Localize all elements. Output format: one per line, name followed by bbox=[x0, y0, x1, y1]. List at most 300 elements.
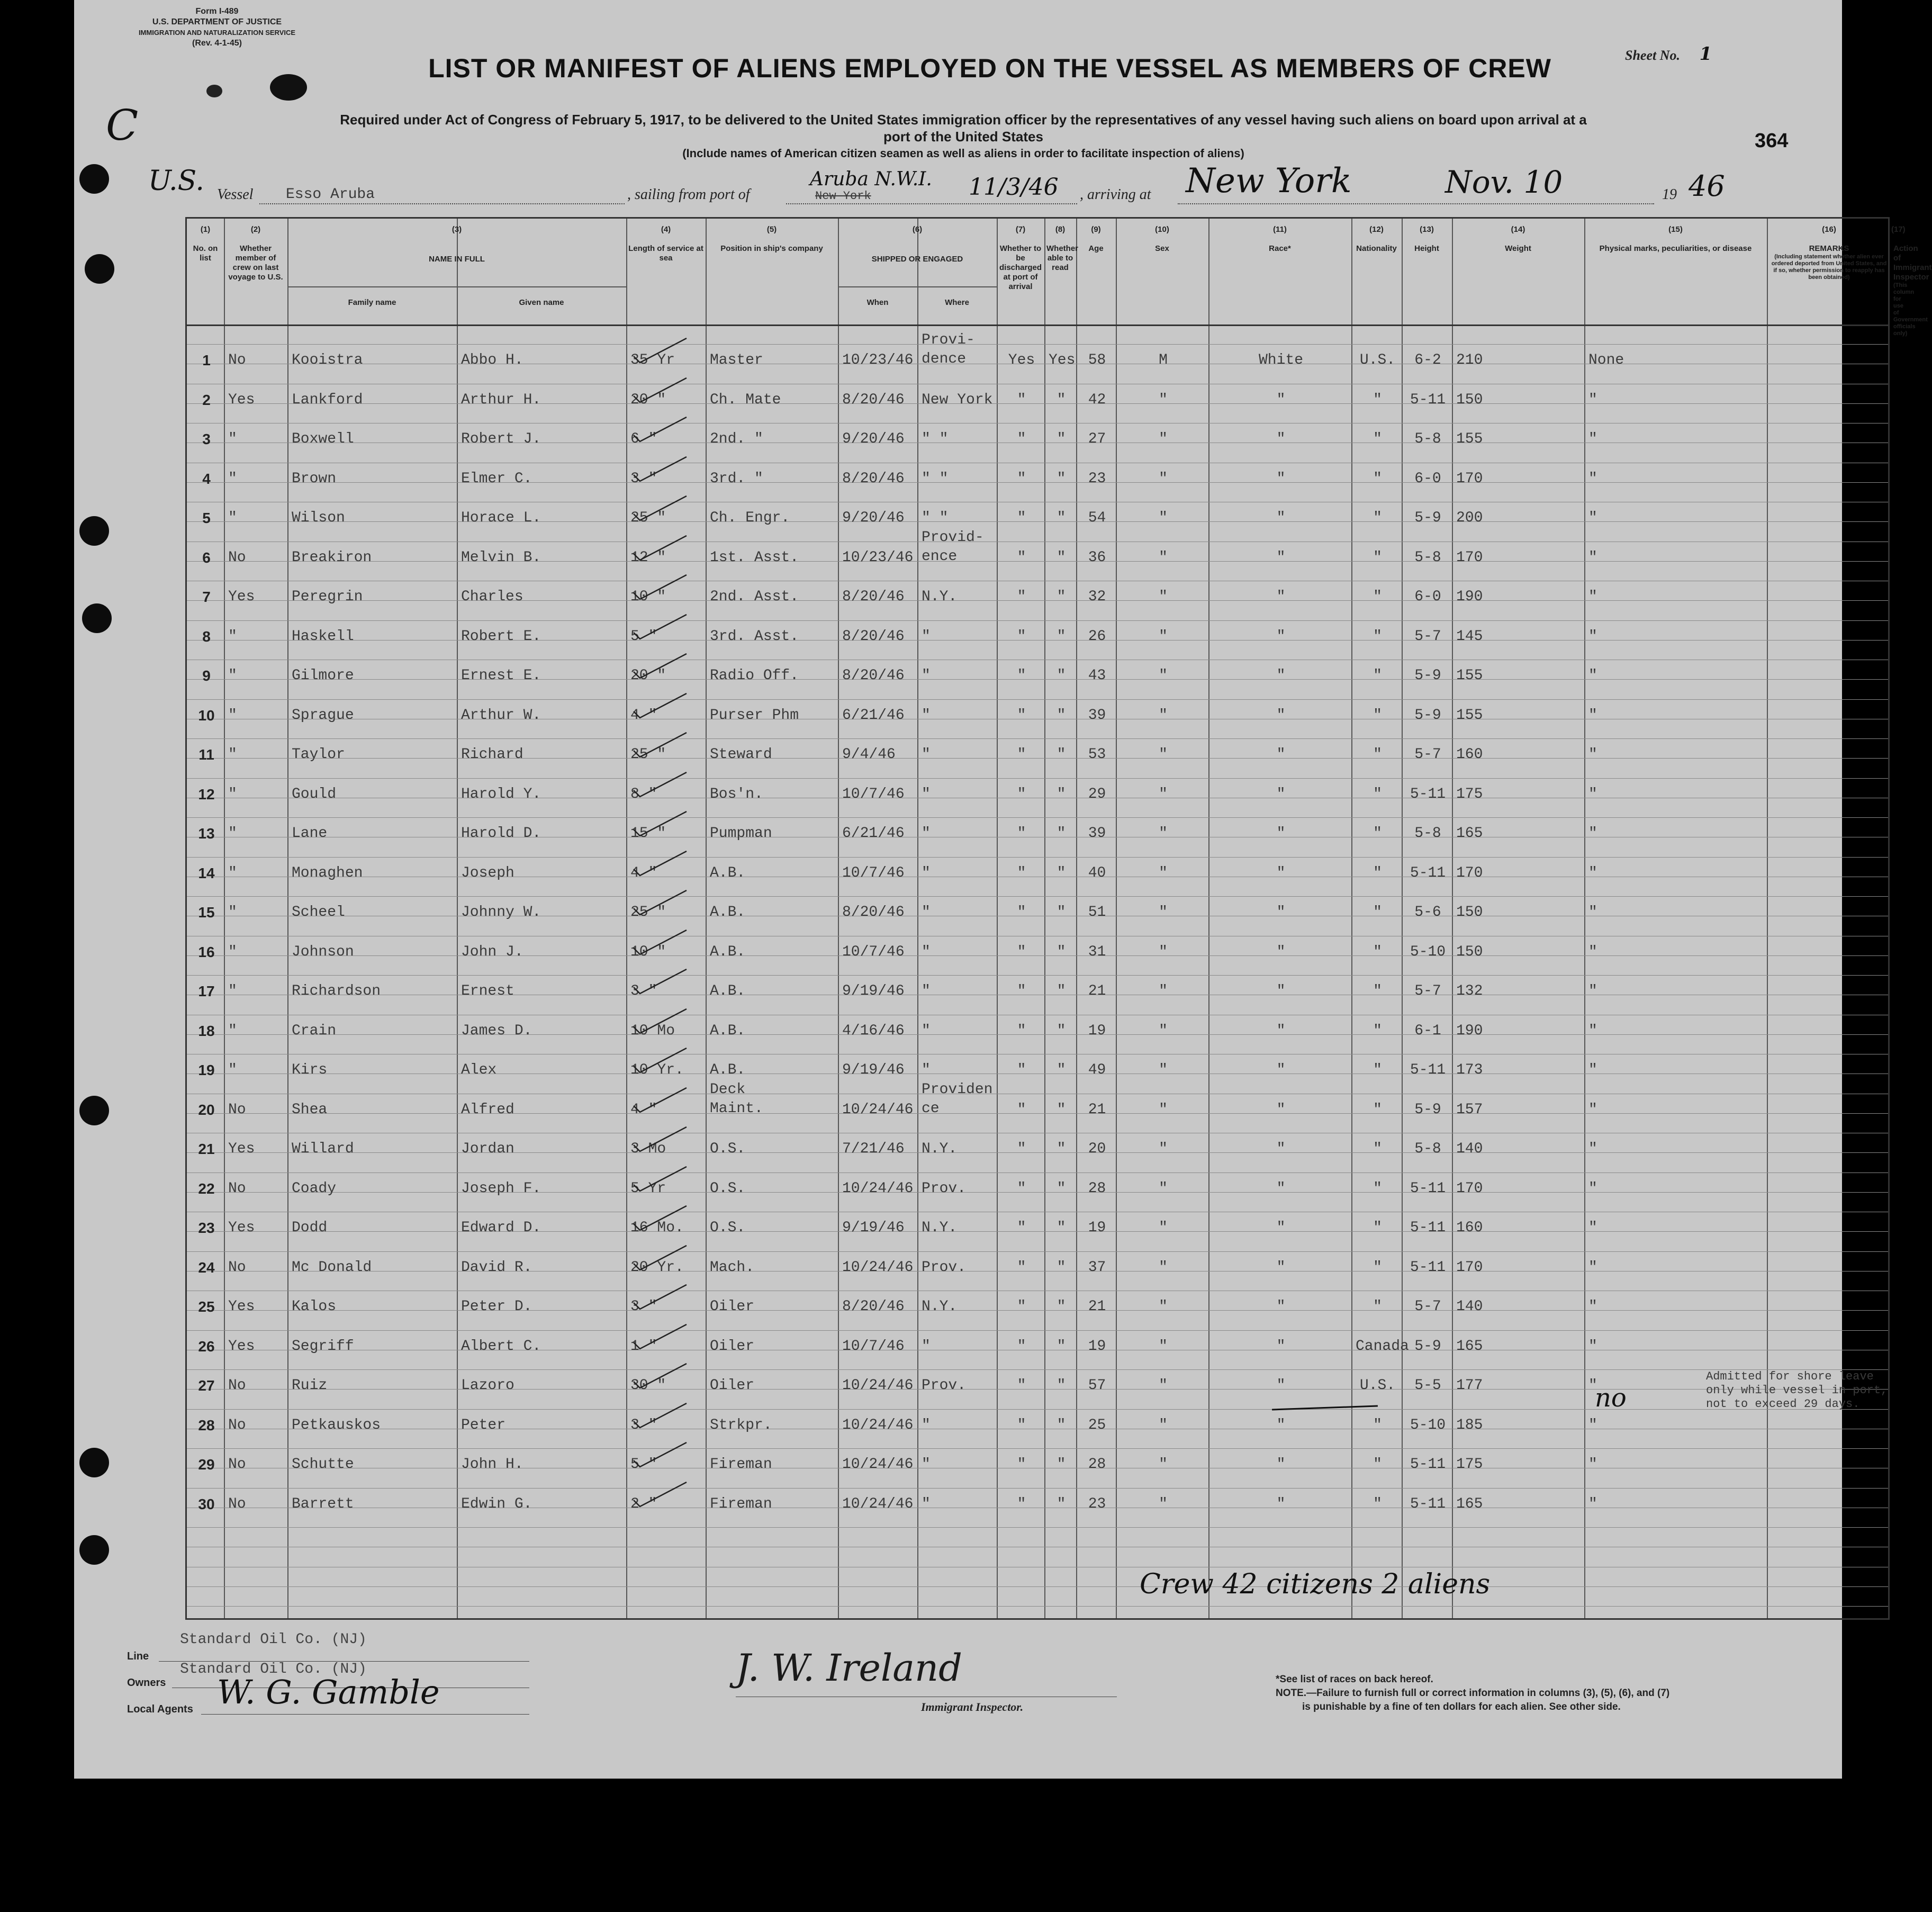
cell-height: 5-9 bbox=[1414, 510, 1441, 526]
cell-family: Kirs bbox=[292, 1062, 328, 1078]
cell-discharged: " bbox=[1017, 904, 1026, 921]
cell-read: " bbox=[1057, 1062, 1066, 1078]
binder-hole bbox=[79, 1096, 109, 1125]
cell-race: " bbox=[1276, 825, 1286, 842]
binder-hole bbox=[82, 603, 112, 633]
cell-n: 2 bbox=[202, 391, 211, 408]
cell-where: " bbox=[922, 825, 931, 842]
cell-position: A.B. bbox=[710, 904, 746, 921]
cell-last: Yes bbox=[228, 391, 255, 408]
cell-nationality: " bbox=[1373, 628, 1382, 645]
penalty-note-cont: is punishable by a fine of ten dollars for each alien. See other side. bbox=[1302, 1701, 1621, 1712]
cell-n: 20 bbox=[198, 1101, 215, 1118]
cell-nationality: Canada bbox=[1356, 1338, 1409, 1355]
cell-when: 6/21/46 bbox=[842, 825, 905, 842]
page-title: LIST OR MANIFEST OF ALIENS EMPLOYED ON THE VESSEL AS MEMBERS OF CREW bbox=[428, 53, 1551, 83]
cell-where: Provid- ence bbox=[922, 529, 984, 565]
cell-discharged: " bbox=[1017, 668, 1026, 684]
cell-marks: " bbox=[1588, 786, 1597, 802]
cell-nationality: " bbox=[1373, 589, 1382, 605]
cell-race: " bbox=[1276, 1338, 1286, 1355]
cell-n: 10 bbox=[198, 707, 215, 724]
cell-service: 3 " bbox=[630, 1298, 657, 1315]
cell-where: " bbox=[922, 983, 931, 999]
cell-age: 43 bbox=[1088, 668, 1106, 684]
cell-race: " bbox=[1276, 510, 1286, 526]
vessel-name: Esso Aruba bbox=[286, 186, 375, 203]
cell-service: 2 " bbox=[630, 1495, 657, 1512]
cell-weight: 165 bbox=[1456, 1338, 1483, 1355]
footer-notes bbox=[1276, 1673, 1669, 1714]
cell-n: 18 bbox=[198, 1022, 215, 1039]
cell-nationality: " bbox=[1373, 1062, 1382, 1078]
cell-service: 6 " bbox=[630, 431, 657, 447]
cell-position: 2nd. Asst. bbox=[710, 589, 799, 605]
cell-service: 15 " bbox=[630, 825, 666, 842]
cell-sex: " bbox=[1159, 983, 1168, 999]
races-note: *See list of races on back hereof. bbox=[1276, 1674, 1433, 1685]
cell-service: 8 " bbox=[630, 786, 657, 802]
cell-race: " bbox=[1276, 1220, 1286, 1236]
cell-nationality: " bbox=[1373, 707, 1382, 724]
cell-age: 23 bbox=[1088, 470, 1106, 487]
year-prefix: 19 bbox=[1662, 186, 1677, 203]
cell-read: " bbox=[1057, 943, 1066, 960]
arriving-label: , arriving at bbox=[1080, 186, 1151, 203]
cell-when: 10/23/46 bbox=[842, 549, 914, 566]
cell-sex: " bbox=[1159, 431, 1168, 447]
cell-age: 26 bbox=[1088, 628, 1106, 645]
cell-service: 3 " bbox=[630, 470, 657, 487]
cell-nationality: " bbox=[1373, 470, 1382, 487]
cell-n: 29 bbox=[198, 1456, 215, 1473]
cell-weight: 140 bbox=[1456, 1141, 1483, 1157]
cell-nationality: " bbox=[1373, 786, 1382, 802]
cell-race: " bbox=[1276, 746, 1286, 763]
table-row bbox=[187, 1081, 1888, 1140]
cell-n: 28 bbox=[198, 1417, 215, 1433]
cell-marks: " bbox=[1588, 1495, 1597, 1512]
cell-where: " bbox=[922, 864, 931, 881]
subtitle-line: Required under Act of Congress of February 5, 1917, to be delivered to the United States immigration officer by the representatives of any vessel having such aliens on board upon arrival at a bbox=[340, 112, 1587, 128]
cell-family: Crain bbox=[292, 1022, 337, 1039]
cell-nationality: " bbox=[1373, 668, 1382, 684]
inspector-label: Immigrant Inspector. bbox=[921, 1700, 1024, 1713]
cell-sex: " bbox=[1159, 943, 1168, 960]
cell-when: 10/23/46 bbox=[842, 352, 914, 368]
cell-race: " bbox=[1276, 1259, 1286, 1276]
cell-when: 8/20/46 bbox=[842, 391, 905, 408]
table-row bbox=[187, 1258, 1888, 1297]
cell-when: 10/7/46 bbox=[842, 786, 905, 802]
cell-height: 5-11 bbox=[1410, 391, 1446, 408]
cell-race: " bbox=[1276, 1101, 1286, 1118]
cell-when: 10/7/46 bbox=[842, 864, 905, 881]
table-row bbox=[187, 1495, 1888, 1534]
check-mark-icon bbox=[631, 572, 690, 603]
column-note: (This column for use of Government officials only) bbox=[1893, 282, 1928, 337]
cell-height: 5-11 bbox=[1410, 1062, 1446, 1078]
cell-where: Prov. bbox=[922, 1180, 967, 1197]
sheet-number bbox=[1625, 43, 1712, 65]
cell-given: Horace L. bbox=[461, 510, 541, 526]
cell-where: N.Y. bbox=[922, 1220, 958, 1236]
cell-family: Richardson bbox=[292, 983, 381, 999]
cell-read: " bbox=[1057, 1180, 1066, 1197]
cell-discharged: " bbox=[1017, 510, 1026, 526]
cell-given: Peter D. bbox=[461, 1298, 532, 1315]
cell-weight: 155 bbox=[1456, 707, 1483, 724]
cell-family: Lane bbox=[292, 825, 328, 842]
cell-when: 8/20/46 bbox=[842, 470, 905, 487]
cell-weight: 150 bbox=[1456, 904, 1483, 921]
cell-age: 21 bbox=[1088, 1298, 1106, 1315]
cell-age: 36 bbox=[1088, 549, 1106, 566]
cell-when: 9/19/46 bbox=[842, 983, 905, 999]
cell-n: 21 bbox=[198, 1141, 215, 1157]
cell-weight: 185 bbox=[1456, 1417, 1483, 1433]
cell-height: 5-11 bbox=[1410, 1456, 1446, 1473]
cell-age: 19 bbox=[1088, 1220, 1106, 1236]
table-row bbox=[187, 509, 1888, 548]
cell-given: Melvin B. bbox=[461, 549, 541, 566]
cell-height: 5-9 bbox=[1414, 668, 1441, 684]
check-mark-icon bbox=[631, 335, 690, 367]
column-header bbox=[706, 225, 838, 254]
cell-position: Oiler bbox=[710, 1338, 755, 1355]
column-number: (16) bbox=[1822, 225, 1836, 234]
check-mark-icon bbox=[631, 808, 690, 840]
cell-read: " bbox=[1057, 864, 1066, 881]
cell-position: Oiler bbox=[710, 1377, 755, 1394]
cell-family: Taylor bbox=[292, 746, 345, 763]
cell-discharged: " bbox=[1017, 1377, 1026, 1394]
cell-discharged: " bbox=[1017, 1417, 1026, 1433]
cell-n: 23 bbox=[198, 1220, 215, 1236]
cell-height: 5-8 bbox=[1414, 431, 1441, 447]
column-subheader: Where bbox=[945, 298, 969, 307]
cell-family: Petkauskos bbox=[292, 1417, 381, 1433]
cell-race: " bbox=[1276, 1141, 1286, 1157]
cell-sex: " bbox=[1159, 470, 1168, 487]
cell-n: 13 bbox=[198, 825, 215, 842]
cell-height: 5-9 bbox=[1414, 1338, 1441, 1355]
check-mark-icon bbox=[631, 611, 690, 643]
table-row bbox=[187, 864, 1888, 903]
cell-nationality: " bbox=[1373, 864, 1382, 881]
cell-sex: " bbox=[1159, 1338, 1168, 1355]
column-subheader: Given name bbox=[519, 298, 564, 307]
cell-age: 31 bbox=[1088, 943, 1106, 960]
table-row bbox=[187, 1179, 1888, 1219]
cell-where: " " bbox=[922, 431, 949, 447]
column-number: (10) bbox=[1155, 225, 1169, 234]
cell-discharged: " bbox=[1017, 746, 1026, 763]
cell-discharged: " bbox=[1017, 943, 1026, 960]
cell-weight: 160 bbox=[1456, 1220, 1483, 1236]
cell-given: Peter bbox=[461, 1417, 506, 1433]
cell-given: Robert E. bbox=[461, 628, 541, 645]
cell-discharged: " bbox=[1017, 864, 1026, 881]
cell-race: " bbox=[1276, 943, 1286, 960]
cell-where: " bbox=[922, 707, 931, 724]
cell-nationality: " bbox=[1373, 1101, 1382, 1118]
column-number: (11) bbox=[1273, 225, 1287, 234]
agents-label: Local Agents bbox=[127, 1703, 193, 1715]
cell-sex: " bbox=[1159, 1022, 1168, 1039]
cell-weight: 170 bbox=[1456, 549, 1483, 566]
cell-given: Abbo H. bbox=[461, 352, 523, 368]
cell-service: 10 " bbox=[630, 943, 666, 960]
cell-read: " bbox=[1057, 1338, 1066, 1355]
cell-when: 9/19/46 bbox=[842, 1062, 905, 1078]
cell-service: 30 " bbox=[630, 1377, 666, 1394]
column-label: Whether able to read bbox=[1046, 244, 1078, 272]
cell-discharged: " bbox=[1017, 1022, 1026, 1039]
service: IMMIGRATION AND NATURALIZATION SERVICE bbox=[138, 29, 296, 37]
sailing-underline bbox=[786, 203, 1077, 204]
cell-weight: 140 bbox=[1456, 1298, 1483, 1315]
cell-marks: " bbox=[1588, 825, 1597, 842]
sailing-port: Aruba N.W.I. bbox=[810, 168, 932, 190]
column-subheader: When bbox=[866, 298, 889, 307]
cell-n: 5 bbox=[202, 510, 211, 526]
subheader-rule bbox=[838, 286, 997, 287]
cell-given: Richard bbox=[461, 746, 523, 763]
column-header bbox=[1351, 225, 1402, 254]
cell-read: " bbox=[1057, 1259, 1066, 1276]
subtitle bbox=[143, 111, 1784, 162]
cell-n: 9 bbox=[202, 668, 211, 684]
cell-marks: " bbox=[1588, 1141, 1597, 1157]
cell-race: " bbox=[1276, 1377, 1286, 1394]
cell-service: 20 " bbox=[630, 668, 666, 684]
cell-age: 28 bbox=[1088, 1180, 1106, 1197]
cell-age: 28 bbox=[1088, 1456, 1106, 1473]
sheet-value: 1 bbox=[1699, 43, 1712, 65]
cell-given: Lazoro bbox=[461, 1377, 514, 1394]
cell-marks: " bbox=[1588, 904, 1597, 921]
column-header bbox=[287, 225, 626, 264]
cell-marks: " bbox=[1588, 628, 1597, 645]
cell-position: O.S. bbox=[710, 1220, 746, 1236]
column-label: Position in ship's company bbox=[720, 244, 823, 253]
cell-weight: 150 bbox=[1456, 943, 1483, 960]
column-label: Age bbox=[1088, 244, 1104, 253]
column-header bbox=[1208, 225, 1351, 254]
check-mark-icon bbox=[631, 887, 690, 919]
cell-height: 5-9 bbox=[1414, 1101, 1441, 1118]
cell-sex: " bbox=[1159, 904, 1168, 921]
cell-weight: 170 bbox=[1456, 470, 1483, 487]
cell-position: O.S. bbox=[710, 1180, 746, 1197]
cell-discharged: " bbox=[1017, 1259, 1026, 1276]
cell-nationality: U.S. bbox=[1359, 352, 1396, 368]
cell-last: No bbox=[228, 1101, 246, 1118]
cell-given: Charles bbox=[461, 589, 523, 605]
cell-age: 49 bbox=[1088, 1062, 1106, 1078]
cell-service: 10 Yr. bbox=[630, 1062, 684, 1078]
cell-read: Yes bbox=[1049, 352, 1076, 368]
cell-last: Yes bbox=[228, 1141, 255, 1157]
cell-service: 3 Mo bbox=[630, 1141, 666, 1157]
crew-table: (1) No. on list (2) Whether member of crew on last voyage to U.S. (3) NAME IN FULL Family name Given name (4) Length of service at sea (5) Position in ship's company (6) SHIPPED OR ENGAGED When Where (7) Whether to be discharged at port of arrival (8) Whether able to read (9) Age (10) Sex (11) Race* (12) Nationality (13) Height (14) Weight (15) Physical marks, peculiarities, or disease (16) REMARKS (Including statement whether alien ever ordered deported from United States, and if so, whether permission to reapply has been obtained) (17) Action of Immigrant Inspector (This column for use of Government officials only) 1 No Kooistra Abbo H. 35 Yr Master 10/23/46 Provi- dence Yes Yes 58 M White U.S. 6-2 210 None 2 Yes Lankford Arthur H. 20 " Ch. Mate 8/20/46 New York " " 42 " " " 5-11 150 " 3 " Boxwell Robert J. 6 " 2nd. " 9/20/46 " " " " 27 " " " 5-8 155 " 4 " Brown Elmer C. 3 " 3rd. " 8/20/46 " " " " 23 " " " 6-0 170 " 5 " Wilson Horace L. 25 " Ch. Engr. 9/20/46 " " " " 54 " " " 5-9 200 " 6 No Breakiron Melvin B. 12 " 1st. Asst. 10/23/46 Provid- ence " " 36 " " " 5-8 170 " 7 Yes Peregrin Charles 10 " 2nd. Asst. 8/20/46 N.Y. " " 32 " " " 6-0 190 " 8 " Haskell Robert E. 5 " 3rd. Asst. 8/20/46 " " " 26 " " " 5-7 145 " 9 " Gilmore Ernest E. 20 " Radio Off. 8/20/46 " " " 43 " " " 5-9 155 " 10 " Sprague Arthur W. 4 " Purser Phm 6/21/46 " " " 39 " " " 5-9 155 " 11 " Taylor Richard 25 " Steward 9/4/46 " " " 53 " " " 5-7 160 " 12 " Gould Harold Y. 8 " Bos'n. 10/7/46 " " " 29 " " " 5-11 175 " 13 " Lane Harold D. 15 " Pumpman 6/21/46 " " " 39 " " " 5-8 165 " 14 " Monaghen Joseph 4 " A.B. 10/7/46 " " " 40 " " " 5-11 170 " 15 " Scheel Johnny W. 25 " A.B. 8/20/46 " " " 51 " " " 5-6 150 " 16 " Johnson John J. 10 " A.B. 10/7/46 " " " 31 " " " 5-10 150 " 17 " Richardson Ernest 3 " A.B. 9/19/46 " " " 21 " " " 5-7 132 " 18 " Crain James D. 10 Mo A.B. 4/16/46 " " " 19 " " " 6-1 190 " 19 " Kirs Alex 10 Yr. A.B. 9/19/46 " " " 49 " " " 5-11 173 " 20 No Shea Alfred 4 " Deck Maint. 10/24/46 Providen ce " " 21 " " " 5-9 157 " 21 Yes Willard Jordan 3 Mo O.S. 7/21/46 N.Y. " " 20 " " " 5-8 140 " 22 No Coady Joseph F. 5 Yr O.S. 10/24/46 Prov. " " 28 " " " 5-11 170 " 23 Yes Dodd Edward D. 16 Mo. O.S. 9/19/46 N.Y. " " 19 " " " 5-11 160 " 24 No Mc Donald David R. 20 Yr. Mach. 10/24/46 Prov. " " 37 " " " 5-11 170 " 25 Yes Kalos Peter D. 3 " Oiler 8/20/46 N.Y. " " 21 " " " 5-7 140 " 26 Yes Segriff Albert C. 1 " Oiler 10/7/46 " " " 19 " " Canada 5-9 165 " 27 No Ruiz Lazoro 30 " Oiler 10/24/46 Prov. " " 57 " " U.S. 5-5 177 " 28 No Petkauskos Peter 3 " Strkpr. 10/24/46 " " " 25 " " " 5-10 185 " 29 No Schutte John H. 5 " Fireman 10/24/46 " " " 28 " " " 5-11 175 " 30 No Barrett Edwin G. 2 " Fireman 10/24/46 " " " 23 " " " 5-11 165 " Admitted for shore leave only while vessel in port, not to exceed 29 days. no Crew 42 citizens 2 aliens bbox=[185, 217, 1890, 1620]
cell-nationality: " bbox=[1373, 1022, 1382, 1039]
cell-age: 58 bbox=[1088, 352, 1106, 368]
cell-nationality: " bbox=[1373, 1495, 1382, 1512]
cell-read: " bbox=[1057, 983, 1066, 999]
cell-race: " bbox=[1276, 549, 1286, 566]
cell-age: 20 bbox=[1088, 1141, 1106, 1157]
cell-n: 30 bbox=[198, 1495, 215, 1512]
cell-position: 1st. Asst. bbox=[710, 549, 799, 566]
subtitle-note: (Include names of American citizen seamen as well as aliens in order to facilitate inspection of aliens) bbox=[682, 147, 1244, 160]
cell-sex: " bbox=[1159, 1495, 1168, 1512]
cell-last: No bbox=[228, 1495, 246, 1512]
cell-last: No bbox=[228, 352, 246, 368]
column-label: NAME IN FULL bbox=[429, 255, 485, 264]
check-mark-icon bbox=[631, 1124, 690, 1156]
cell-n: 6 bbox=[202, 549, 211, 566]
cell-sex: " bbox=[1159, 1377, 1168, 1394]
cell-family: Schutte bbox=[292, 1456, 354, 1473]
column-label: Length of service at sea bbox=[628, 244, 703, 263]
check-mark-icon bbox=[631, 1282, 690, 1313]
cell-race: " bbox=[1276, 983, 1286, 999]
cell-last: Yes bbox=[228, 589, 255, 605]
cell-last: " bbox=[228, 1022, 237, 1039]
cell-given: Ernest bbox=[461, 983, 514, 999]
column-subheader: Family name bbox=[348, 298, 396, 307]
cell-given: Joseph F. bbox=[461, 1180, 541, 1197]
cell-where: N.Y. bbox=[922, 1141, 958, 1157]
cell-given: Edwin G. bbox=[461, 1495, 532, 1512]
cell-height: 5-7 bbox=[1414, 628, 1441, 645]
cell-read: " bbox=[1057, 1495, 1066, 1512]
cell-marks: " bbox=[1588, 1022, 1597, 1039]
agents-underline bbox=[201, 1714, 529, 1715]
cell-race: " bbox=[1276, 1022, 1286, 1039]
cell-given: Ernest E. bbox=[461, 668, 541, 684]
sailing-date: 11/3/46 bbox=[969, 174, 1059, 201]
cell-read: " bbox=[1057, 510, 1066, 526]
cell-service: 4 " bbox=[630, 1101, 657, 1118]
vessel-prefix: U.S. bbox=[148, 165, 204, 197]
cell-service: 3 " bbox=[630, 983, 657, 999]
cell-last: Yes bbox=[228, 1338, 255, 1355]
cell-position: A.B. bbox=[710, 1022, 746, 1039]
cell-read: " bbox=[1057, 1022, 1066, 1039]
cell-position: A.B. bbox=[710, 943, 746, 960]
cell-weight: 200 bbox=[1456, 510, 1483, 526]
cell-read: " bbox=[1057, 825, 1066, 842]
cell-sex: " bbox=[1159, 391, 1168, 408]
cell-marks: " bbox=[1588, 1220, 1597, 1236]
cell-read: " bbox=[1057, 391, 1066, 408]
cell-given: Albert C. bbox=[461, 1338, 541, 1355]
cell-nationality: " bbox=[1373, 1298, 1382, 1315]
column-number: (5) bbox=[766, 225, 777, 234]
header-rule bbox=[187, 324, 1888, 326]
cell-weight: 155 bbox=[1456, 668, 1483, 684]
cell-sex: " bbox=[1159, 549, 1168, 566]
ruling-line bbox=[187, 344, 1888, 345]
cell-weight: 190 bbox=[1456, 1022, 1483, 1039]
cell-family: Kooistra bbox=[292, 352, 363, 368]
table-row bbox=[187, 529, 1888, 588]
cell-when: 6/21/46 bbox=[842, 707, 905, 724]
cell-height: 5-11 bbox=[1410, 1259, 1446, 1276]
cell-race: " bbox=[1276, 786, 1286, 802]
cell-service: 5 " bbox=[630, 628, 657, 645]
cell-sex: " bbox=[1159, 707, 1168, 724]
cell-sex: " bbox=[1159, 864, 1168, 881]
year-value: 46 bbox=[1689, 169, 1725, 203]
cell-where: " bbox=[922, 904, 931, 921]
cell-given: Alex bbox=[461, 1062, 497, 1078]
cell-height: 5-11 bbox=[1410, 786, 1446, 802]
cell-service: 3 " bbox=[630, 1417, 657, 1433]
cell-height: 5-7 bbox=[1414, 1298, 1441, 1315]
cell-n: 3 bbox=[202, 431, 211, 447]
cell-age: 21 bbox=[1088, 1101, 1106, 1118]
cell-height: 5-7 bbox=[1414, 746, 1441, 763]
column-header bbox=[997, 225, 1044, 292]
cell-last: " bbox=[228, 707, 237, 724]
cell-marks: " bbox=[1588, 549, 1597, 566]
page-number: 364 bbox=[1755, 130, 1789, 152]
cell-family: Lankford bbox=[292, 391, 363, 408]
cell-given: John J. bbox=[461, 943, 523, 960]
column-number: (7) bbox=[1015, 225, 1026, 234]
column-number: (6) bbox=[912, 225, 923, 234]
cell-given: John H. bbox=[461, 1456, 523, 1473]
check-mark-icon bbox=[631, 729, 690, 761]
cell-weight: 173 bbox=[1456, 1062, 1483, 1078]
cell-height: 5-8 bbox=[1414, 825, 1441, 842]
cell-position: 3rd. Asst. bbox=[710, 628, 799, 645]
cell-nationality: " bbox=[1373, 1456, 1382, 1473]
cell-sex: " bbox=[1159, 746, 1168, 763]
cell-age: 39 bbox=[1088, 707, 1106, 724]
check-mark-icon bbox=[631, 927, 690, 959]
cell-when: 8/20/46 bbox=[842, 1298, 905, 1315]
cell-height: 5-9 bbox=[1414, 707, 1441, 724]
cell-weight: 160 bbox=[1456, 746, 1483, 763]
cell-marks: " bbox=[1588, 983, 1597, 999]
cell-marks: " bbox=[1588, 864, 1597, 881]
cell-when: 10/24/46 bbox=[842, 1101, 914, 1118]
table-row bbox=[187, 745, 1888, 784]
cell-where: Prov. bbox=[922, 1377, 967, 1394]
cell-service: 16 Mo. bbox=[630, 1220, 684, 1236]
cell-discharged: " bbox=[1017, 1062, 1026, 1078]
cell-given: Arthur W. bbox=[461, 707, 541, 724]
cell-height: 6-0 bbox=[1414, 589, 1441, 605]
cell-sex: " bbox=[1159, 825, 1168, 842]
cell-last: No bbox=[228, 1456, 246, 1473]
column-label: REMARKS bbox=[1809, 244, 1849, 253]
cell-race: White bbox=[1258, 352, 1303, 368]
column-label: Height bbox=[1414, 244, 1439, 253]
cell-read: " bbox=[1057, 786, 1066, 802]
cell-race: " bbox=[1276, 668, 1286, 684]
cell-read: " bbox=[1057, 1101, 1066, 1118]
cell-where: N.Y. bbox=[922, 1298, 958, 1315]
cell-marks: " bbox=[1588, 1062, 1597, 1078]
cell-age: 51 bbox=[1088, 904, 1106, 921]
table-row bbox=[187, 785, 1888, 824]
